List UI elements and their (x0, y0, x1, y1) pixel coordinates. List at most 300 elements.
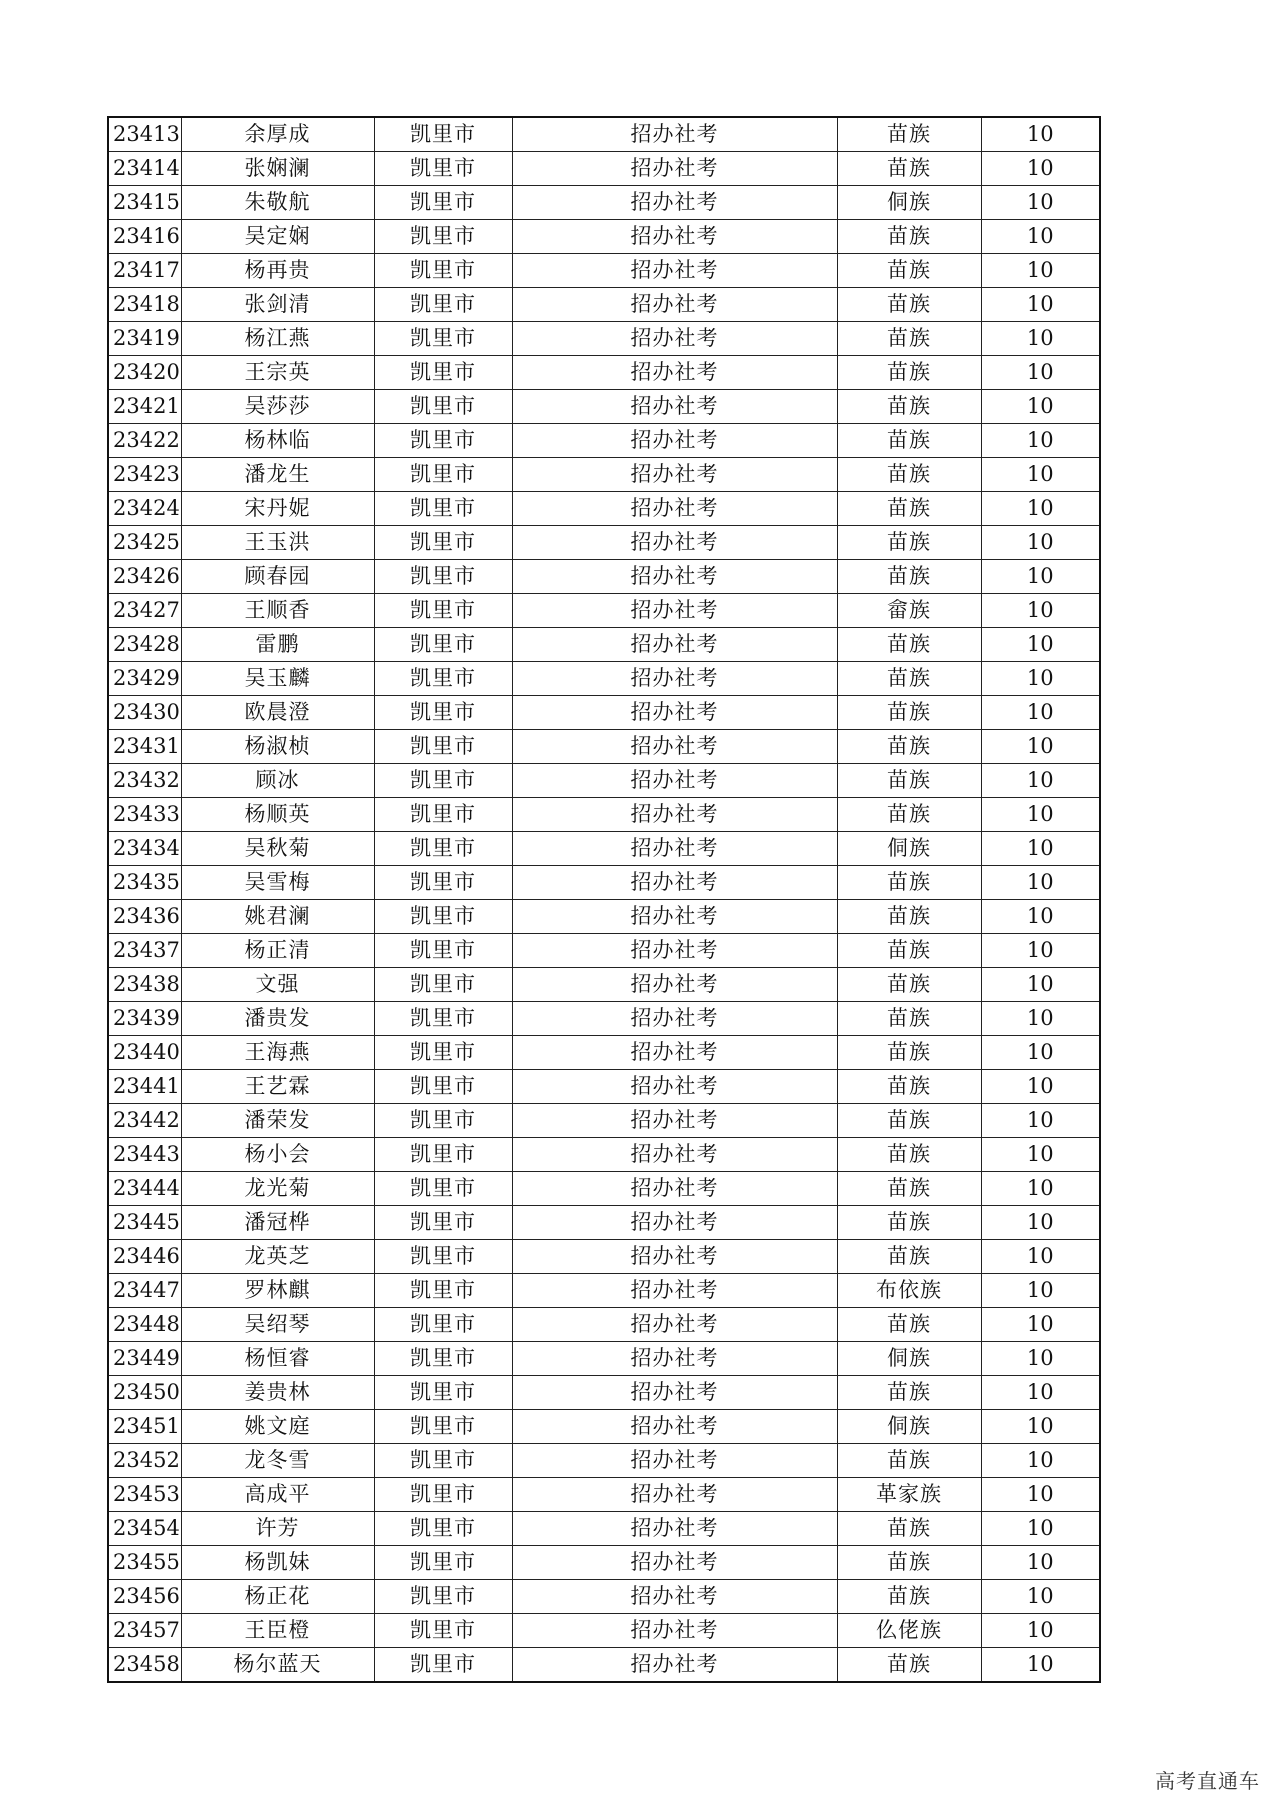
exam-type-cell: 招办社考 (512, 1308, 837, 1342)
ethnicity-cell: 苗族 (837, 1376, 981, 1410)
exam-id-cell: 23453 (108, 1478, 181, 1512)
table-row (108, 1410, 1100, 1444)
name-cell: 吴秋菊 (181, 832, 374, 866)
table-row (108, 390, 1100, 424)
city-cell: 凯里市 (374, 900, 512, 934)
exam-type-cell: 招办社考 (512, 1070, 837, 1104)
name-cell: 杨尔蓝天 (181, 1648, 374, 1683)
city-cell: 凯里市 (374, 186, 512, 220)
table-row (108, 1138, 1100, 1172)
exam-id-cell: 23440 (108, 1036, 181, 1070)
ethnicity-cell: 苗族 (837, 1002, 981, 1036)
roster-table (107, 116, 1101, 1683)
ethnicity-cell: 苗族 (837, 1308, 981, 1342)
ethnicity-cell: 苗族 (837, 526, 981, 560)
ethnicity-cell: 苗族 (837, 1104, 981, 1138)
exam-id-cell: 23450 (108, 1376, 181, 1410)
exam-type-cell: 招办社考 (512, 1104, 837, 1138)
exam-type-cell: 招办社考 (512, 934, 837, 968)
ethnicity-cell: 苗族 (837, 1172, 981, 1206)
exam-id-cell: 23447 (108, 1274, 181, 1308)
table-row (108, 220, 1100, 254)
exam-type-cell: 招办社考 (512, 492, 837, 526)
score-cell: 10 (981, 1274, 1100, 1308)
table-row (108, 1002, 1100, 1036)
ethnicity-cell: 苗族 (837, 288, 981, 322)
exam-type-cell: 招办社考 (512, 526, 837, 560)
ethnicity-cell: 苗族 (837, 390, 981, 424)
exam-id-cell: 23429 (108, 662, 181, 696)
table-row (108, 1308, 1100, 1342)
exam-type-cell: 招办社考 (512, 1206, 837, 1240)
name-cell: 王宗英 (181, 356, 374, 390)
name-cell: 吴雪梅 (181, 866, 374, 900)
exam-type-cell: 招办社考 (512, 1002, 837, 1036)
city-cell: 凯里市 (374, 356, 512, 390)
city-cell: 凯里市 (374, 220, 512, 254)
exam-type-cell: 招办社考 (512, 390, 837, 424)
ethnicity-cell: 苗族 (837, 1648, 981, 1683)
city-cell: 凯里市 (374, 1070, 512, 1104)
ethnicity-cell: 苗族 (837, 220, 981, 254)
name-cell: 杨恒睿 (181, 1342, 374, 1376)
ethnicity-cell: 布依族 (837, 1274, 981, 1308)
score-cell: 10 (981, 117, 1100, 152)
score-cell: 10 (981, 696, 1100, 730)
table-row (108, 798, 1100, 832)
city-cell: 凯里市 (374, 934, 512, 968)
score-cell: 10 (981, 900, 1100, 934)
city-cell: 凯里市 (374, 458, 512, 492)
score-cell: 10 (981, 356, 1100, 390)
exam-id-cell: 23452 (108, 1444, 181, 1478)
score-cell: 10 (981, 322, 1100, 356)
ethnicity-cell: 畲族 (837, 594, 981, 628)
exam-id-cell: 23421 (108, 390, 181, 424)
ethnicity-cell: 苗族 (837, 492, 981, 526)
ethnicity-cell: 苗族 (837, 356, 981, 390)
city-cell: 凯里市 (374, 1478, 512, 1512)
name-cell: 潘荣发 (181, 1104, 374, 1138)
exam-id-cell: 23432 (108, 764, 181, 798)
exam-type-cell: 招办社考 (512, 696, 837, 730)
exam-type-cell: 招办社考 (512, 1138, 837, 1172)
city-cell: 凯里市 (374, 662, 512, 696)
score-cell: 10 (981, 1172, 1100, 1206)
ethnicity-cell: 苗族 (837, 1512, 981, 1546)
name-cell: 吴定娴 (181, 220, 374, 254)
city-cell: 凯里市 (374, 1580, 512, 1614)
score-cell: 10 (981, 866, 1100, 900)
city-cell: 凯里市 (374, 832, 512, 866)
score-cell: 10 (981, 220, 1100, 254)
name-cell: 杨淑桢 (181, 730, 374, 764)
ethnicity-cell: 侗族 (837, 832, 981, 866)
table-row (108, 1478, 1100, 1512)
ethnicity-cell: 侗族 (837, 1410, 981, 1444)
name-cell: 雷鹏 (181, 628, 374, 662)
exam-id-cell: 23451 (108, 1410, 181, 1444)
name-cell: 张娴澜 (181, 152, 374, 186)
table-row (108, 730, 1100, 764)
table-row (108, 866, 1100, 900)
exam-type-cell: 招办社考 (512, 1648, 837, 1683)
score-cell: 10 (981, 1138, 1100, 1172)
name-cell: 朱敬航 (181, 186, 374, 220)
table-row (108, 1104, 1100, 1138)
table-row (108, 934, 1100, 968)
score-cell: 10 (981, 1512, 1100, 1546)
exam-id-cell: 23449 (108, 1342, 181, 1376)
city-cell: 凯里市 (374, 1172, 512, 1206)
name-cell: 王臣橙 (181, 1614, 374, 1648)
city-cell: 凯里市 (374, 628, 512, 662)
city-cell: 凯里市 (374, 1240, 512, 1274)
table-row (108, 900, 1100, 934)
score-cell: 10 (981, 390, 1100, 424)
ethnicity-cell: 苗族 (837, 1546, 981, 1580)
city-cell: 凯里市 (374, 322, 512, 356)
name-cell: 许芳 (181, 1512, 374, 1546)
score-cell: 10 (981, 594, 1100, 628)
table-row (108, 1240, 1100, 1274)
score-cell: 10 (981, 1410, 1100, 1444)
score-cell: 10 (981, 186, 1100, 220)
exam-id-cell: 23458 (108, 1648, 181, 1683)
exam-type-cell: 招办社考 (512, 1444, 837, 1478)
name-cell: 杨小会 (181, 1138, 374, 1172)
name-cell: 余厚成 (181, 117, 374, 152)
city-cell: 凯里市 (374, 1308, 512, 1342)
name-cell: 宋丹妮 (181, 492, 374, 526)
exam-type-cell: 招办社考 (512, 662, 837, 696)
ethnicity-cell: 苗族 (837, 730, 981, 764)
name-cell: 龙英芝 (181, 1240, 374, 1274)
table-row (108, 696, 1100, 730)
exam-id-cell: 23420 (108, 356, 181, 390)
ethnicity-cell: 苗族 (837, 764, 981, 798)
ethnicity-cell: 苗族 (837, 254, 981, 288)
city-cell: 凯里市 (374, 764, 512, 798)
ethnicity-cell: 苗族 (837, 117, 981, 152)
city-cell: 凯里市 (374, 526, 512, 560)
score-cell: 10 (981, 1002, 1100, 1036)
score-cell: 10 (981, 662, 1100, 696)
table-row (108, 560, 1100, 594)
exam-id-cell: 23441 (108, 1070, 181, 1104)
table-row (108, 594, 1100, 628)
ethnicity-cell: 苗族 (837, 628, 981, 662)
ethnicity-cell: 苗族 (837, 1070, 981, 1104)
city-cell: 凯里市 (374, 730, 512, 764)
roster-body (108, 117, 1100, 1682)
exam-type-cell: 招办社考 (512, 424, 837, 458)
ethnicity-cell: 苗族 (837, 1240, 981, 1274)
name-cell: 杨江燕 (181, 322, 374, 356)
table-row (108, 1614, 1100, 1648)
table-row (108, 1172, 1100, 1206)
ethnicity-cell: 苗族 (837, 696, 981, 730)
city-cell: 凯里市 (374, 1274, 512, 1308)
score-cell: 10 (981, 1376, 1100, 1410)
city-cell: 凯里市 (374, 968, 512, 1002)
watermark-text: 高考直通车 (1155, 1769, 1260, 1793)
exam-id-cell: 23419 (108, 322, 181, 356)
exam-type-cell: 招办社考 (512, 1614, 837, 1648)
exam-type-cell: 招办社考 (512, 1580, 837, 1614)
score-cell: 10 (981, 560, 1100, 594)
ethnicity-cell: 苗族 (837, 934, 981, 968)
exam-type-cell: 招办社考 (512, 356, 837, 390)
score-cell: 10 (981, 1444, 1100, 1478)
exam-id-cell: 23424 (108, 492, 181, 526)
score-cell: 10 (981, 764, 1100, 798)
ethnicity-cell: 仫佬族 (837, 1614, 981, 1648)
score-cell: 10 (981, 1240, 1100, 1274)
exam-id-cell: 23416 (108, 220, 181, 254)
exam-id-cell: 23448 (108, 1308, 181, 1342)
exam-type-cell: 招办社考 (512, 900, 837, 934)
name-cell: 王顺香 (181, 594, 374, 628)
city-cell: 凯里市 (374, 1036, 512, 1070)
exam-id-cell: 23438 (108, 968, 181, 1002)
exam-type-cell: 招办社考 (512, 1172, 837, 1206)
exam-id-cell: 23433 (108, 798, 181, 832)
score-cell: 10 (981, 526, 1100, 560)
score-cell: 10 (981, 730, 1100, 764)
table-row (108, 628, 1100, 662)
table-row (108, 968, 1100, 1002)
exam-id-cell: 23427 (108, 594, 181, 628)
city-cell: 凯里市 (374, 1002, 512, 1036)
exam-type-cell: 招办社考 (512, 560, 837, 594)
exam-type-cell: 招办社考 (512, 1036, 837, 1070)
exam-type-cell: 招办社考 (512, 866, 837, 900)
city-cell: 凯里市 (374, 1104, 512, 1138)
ethnicity-cell: 苗族 (837, 152, 981, 186)
ethnicity-cell: 苗族 (837, 322, 981, 356)
exam-type-cell: 招办社考 (512, 628, 837, 662)
ethnicity-cell: 苗族 (837, 560, 981, 594)
exam-id-cell: 23422 (108, 424, 181, 458)
table-row (108, 832, 1100, 866)
exam-id-cell: 23456 (108, 1580, 181, 1614)
ethnicity-cell: 苗族 (837, 900, 981, 934)
exam-id-cell: 23436 (108, 900, 181, 934)
table-row (108, 1444, 1100, 1478)
city-cell: 凯里市 (374, 696, 512, 730)
exam-type-cell: 招办社考 (512, 968, 837, 1002)
table-row (108, 356, 1100, 390)
name-cell: 潘冠桦 (181, 1206, 374, 1240)
exam-id-cell: 23444 (108, 1172, 181, 1206)
city-cell: 凯里市 (374, 1206, 512, 1240)
table-row (108, 1648, 1100, 1683)
name-cell: 杨林临 (181, 424, 374, 458)
table-row (108, 1206, 1100, 1240)
exam-type-cell: 招办社考 (512, 322, 837, 356)
score-cell: 10 (981, 152, 1100, 186)
name-cell: 罗林麒 (181, 1274, 374, 1308)
name-cell: 潘龙生 (181, 458, 374, 492)
name-cell: 杨正清 (181, 934, 374, 968)
exam-id-cell: 23415 (108, 186, 181, 220)
name-cell: 吴玉麟 (181, 662, 374, 696)
name-cell: 王艺霖 (181, 1070, 374, 1104)
score-cell: 10 (981, 1614, 1100, 1648)
city-cell: 凯里市 (374, 1444, 512, 1478)
name-cell: 姜贵林 (181, 1376, 374, 1410)
city-cell: 凯里市 (374, 492, 512, 526)
exam-type-cell: 招办社考 (512, 1240, 837, 1274)
score-cell: 10 (981, 1070, 1100, 1104)
exam-id-cell: 23430 (108, 696, 181, 730)
exam-type-cell: 招办社考 (512, 730, 837, 764)
table-row (108, 1274, 1100, 1308)
city-cell: 凯里市 (374, 866, 512, 900)
city-cell: 凯里市 (374, 117, 512, 152)
ethnicity-cell: 苗族 (837, 1138, 981, 1172)
table-row (108, 288, 1100, 322)
exam-type-cell: 招办社考 (512, 1512, 837, 1546)
score-cell: 10 (981, 1546, 1100, 1580)
score-cell: 10 (981, 1104, 1100, 1138)
table-row (108, 1036, 1100, 1070)
score-cell: 10 (981, 254, 1100, 288)
table-row (108, 322, 1100, 356)
ethnicity-cell: 苗族 (837, 798, 981, 832)
exam-type-cell: 招办社考 (512, 798, 837, 832)
name-cell: 张剑清 (181, 288, 374, 322)
score-cell: 10 (981, 968, 1100, 1002)
exam-type-cell: 招办社考 (512, 1478, 837, 1512)
name-cell: 杨再贵 (181, 254, 374, 288)
city-cell: 凯里市 (374, 390, 512, 424)
exam-id-cell: 23454 (108, 1512, 181, 1546)
exam-id-cell: 23439 (108, 1002, 181, 1036)
ethnicity-cell: 苗族 (837, 968, 981, 1002)
table-row (108, 117, 1100, 152)
exam-type-cell: 招办社考 (512, 1274, 837, 1308)
name-cell: 吴绍琴 (181, 1308, 374, 1342)
ethnicity-cell: 苗族 (837, 424, 981, 458)
exam-id-cell: 23443 (108, 1138, 181, 1172)
city-cell: 凯里市 (374, 798, 512, 832)
table-row (108, 254, 1100, 288)
name-cell: 王玉洪 (181, 526, 374, 560)
city-cell: 凯里市 (374, 594, 512, 628)
city-cell: 凯里市 (374, 1512, 512, 1546)
city-cell: 凯里市 (374, 1342, 512, 1376)
ethnicity-cell: 侗族 (837, 1342, 981, 1376)
exam-id-cell: 23446 (108, 1240, 181, 1274)
exam-id-cell: 23428 (108, 628, 181, 662)
ethnicity-cell: 侗族 (837, 186, 981, 220)
exam-id-cell: 23455 (108, 1546, 181, 1580)
table-row (108, 424, 1100, 458)
exam-type-cell: 招办社考 (512, 254, 837, 288)
table-row (108, 1070, 1100, 1104)
exam-id-cell: 23417 (108, 254, 181, 288)
city-cell: 凯里市 (374, 152, 512, 186)
exam-type-cell: 招办社考 (512, 220, 837, 254)
score-cell: 10 (981, 458, 1100, 492)
exam-type-cell: 招办社考 (512, 764, 837, 798)
score-cell: 10 (981, 798, 1100, 832)
name-cell: 吴莎莎 (181, 390, 374, 424)
exam-type-cell: 招办社考 (512, 186, 837, 220)
exam-id-cell: 23413 (108, 117, 181, 152)
exam-type-cell: 招办社考 (512, 1410, 837, 1444)
name-cell: 姚君澜 (181, 900, 374, 934)
exam-id-cell: 23437 (108, 934, 181, 968)
city-cell: 凯里市 (374, 1376, 512, 1410)
score-cell: 10 (981, 1036, 1100, 1070)
score-cell: 10 (981, 1308, 1100, 1342)
exam-type-cell: 招办社考 (512, 288, 837, 322)
city-cell: 凯里市 (374, 254, 512, 288)
ethnicity-cell: 苗族 (837, 1036, 981, 1070)
exam-id-cell: 23442 (108, 1104, 181, 1138)
city-cell: 凯里市 (374, 1614, 512, 1648)
exam-type-cell: 招办社考 (512, 1376, 837, 1410)
ethnicity-cell: 苗族 (837, 1206, 981, 1240)
ethnicity-cell: 苗族 (837, 866, 981, 900)
exam-id-cell: 23435 (108, 866, 181, 900)
name-cell: 杨凯妹 (181, 1546, 374, 1580)
exam-type-cell: 招办社考 (512, 117, 837, 152)
score-cell: 10 (981, 934, 1100, 968)
name-cell: 龙光菊 (181, 1172, 374, 1206)
name-cell: 王海燕 (181, 1036, 374, 1070)
name-cell: 顾春园 (181, 560, 374, 594)
ethnicity-cell: 苗族 (837, 1580, 981, 1614)
score-cell: 10 (981, 1648, 1100, 1683)
city-cell: 凯里市 (374, 1546, 512, 1580)
table-row (108, 152, 1100, 186)
city-cell: 凯里市 (374, 424, 512, 458)
exam-type-cell: 招办社考 (512, 458, 837, 492)
exam-id-cell: 23434 (108, 832, 181, 866)
name-cell: 龙冬雪 (181, 1444, 374, 1478)
exam-type-cell: 招办社考 (512, 1342, 837, 1376)
table-row (108, 1512, 1100, 1546)
table-row (108, 662, 1100, 696)
table-row (108, 492, 1100, 526)
score-cell: 10 (981, 1580, 1100, 1614)
table-row (108, 458, 1100, 492)
exam-type-cell: 招办社考 (512, 152, 837, 186)
exam-id-cell: 23418 (108, 288, 181, 322)
ethnicity-cell: 苗族 (837, 662, 981, 696)
name-cell: 高成平 (181, 1478, 374, 1512)
city-cell: 凯里市 (374, 1410, 512, 1444)
exam-type-cell: 招办社考 (512, 594, 837, 628)
name-cell: 杨顺英 (181, 798, 374, 832)
name-cell: 姚文庭 (181, 1410, 374, 1444)
name-cell: 文强 (181, 968, 374, 1002)
score-cell: 10 (981, 492, 1100, 526)
score-cell: 10 (981, 1478, 1100, 1512)
exam-id-cell: 23445 (108, 1206, 181, 1240)
exam-id-cell: 23426 (108, 560, 181, 594)
score-cell: 10 (981, 628, 1100, 662)
table-row (108, 1546, 1100, 1580)
name-cell: 杨正花 (181, 1580, 374, 1614)
table-row (108, 1342, 1100, 1376)
exam-id-cell: 23425 (108, 526, 181, 560)
city-cell: 凯里市 (374, 288, 512, 322)
